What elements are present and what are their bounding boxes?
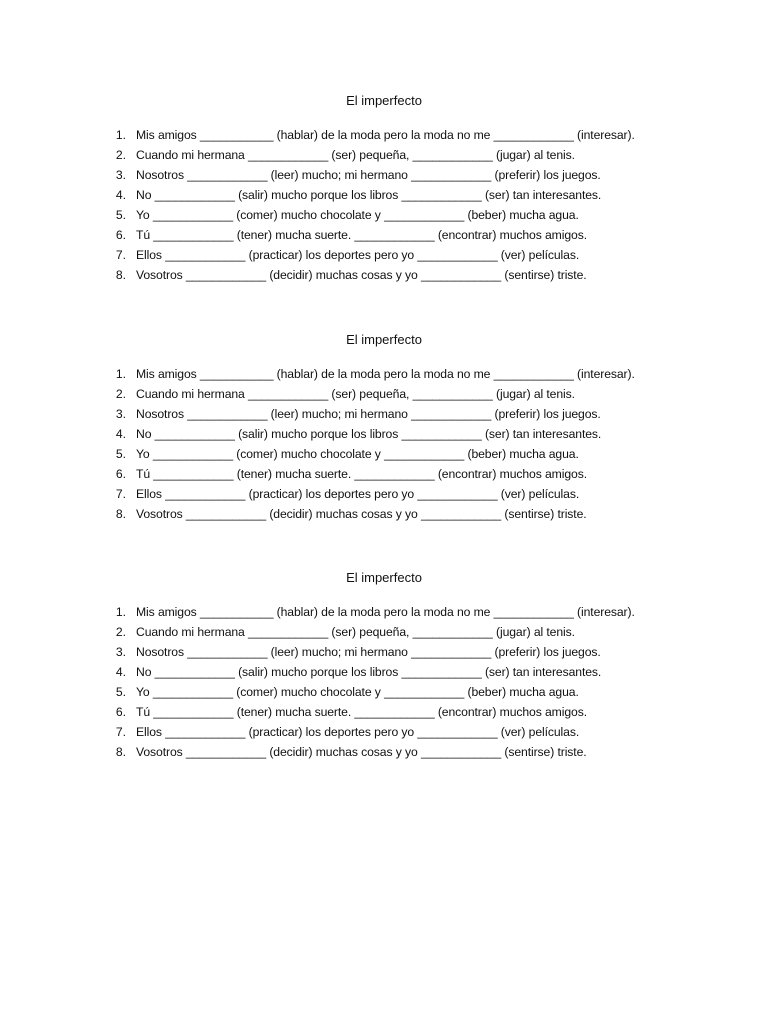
exercise-number: 2.	[115, 625, 126, 639]
exercise-number: 1.	[115, 367, 126, 381]
exercise-number: 3.	[115, 168, 126, 182]
exercise-number: 8.	[115, 745, 126, 759]
exercise-text: Cuando mi hermana ____________ (ser) pequeña, ____________ (jugar) al tenis.	[136, 387, 575, 401]
exercise-number: 5.	[115, 447, 126, 461]
exercise-text: Ellos ____________ (practicar) los deportes pero yo ____________ (ver) películas.	[136, 725, 580, 739]
exercise-number: 7.	[115, 248, 126, 262]
exercise-text: Vosotros ____________ (decidir) muchas cosas y yo ____________ (sentirse) triste.	[136, 507, 587, 521]
exercise-text: No ____________ (salir) mucho porque los libros ____________ (ser) tan interesantes.	[136, 427, 602, 441]
exercise-text: Mis amigos ___________ (hablar) de la moda pero la moda no me ____________ (interesar).	[136, 605, 635, 619]
exercise-text: Vosotros ____________ (decidir) muchas cosas y yo ____________ (sentirse) triste.	[136, 745, 587, 759]
exercise-number: 5.	[115, 208, 126, 222]
exercise-text: Ellos ____________ (practicar) los deportes pero yo ____________ (ver) películas.	[136, 487, 580, 501]
exercise-text: Tú ____________ (tener) mucha suerte. ____________ (encontrar) muchos amigos.	[136, 467, 587, 481]
exercise-number: 2.	[115, 148, 126, 162]
exercise-text: No ____________ (salir) mucho porque los libros ____________ (ser) tan interesantes.	[136, 188, 602, 202]
exercise-number: 3.	[115, 645, 126, 659]
exercise-number: 4.	[115, 665, 126, 679]
exercise-number: 5.	[115, 685, 126, 699]
exercise-number: 3.	[115, 407, 126, 421]
exercise-text: Yo ____________ (comer) mucho chocolate y ____________ (beber) mucha agua.	[136, 447, 579, 461]
exercise-text: Tú ____________ (tener) mucha suerte. ____________ (encontrar) muchos amigos.	[136, 705, 587, 719]
exercise-text: Tú ____________ (tener) mucha suerte. ____________ (encontrar) muchos amigos.	[136, 228, 587, 242]
exercise-text: Ellos ____________ (practicar) los deportes pero yo ____________ (ver) películas.	[136, 248, 580, 262]
exercise-text: Yo ____________ (comer) mucho chocolate y ____________ (beber) mucha agua.	[136, 685, 579, 699]
exercise-text: Cuando mi hermana ____________ (ser) pequeña, ____________ (jugar) al tenis.	[136, 148, 575, 162]
exercise-text: Cuando mi hermana ____________ (ser) pequeña, ____________ (jugar) al tenis.	[136, 625, 575, 639]
exercise-text: Nosotros ____________ (leer) mucho; mi hermano ____________ (preferir) los juegos.	[136, 407, 601, 421]
exercise-number: 6.	[115, 228, 126, 242]
exercise-text: Nosotros ____________ (leer) mucho; mi hermano ____________ (preferir) los juegos.	[136, 645, 601, 659]
exercise-number: 7.	[115, 725, 126, 739]
exercise-number: 7.	[115, 487, 126, 501]
worksheet-title: El imperfecto	[346, 332, 422, 347]
exercise-text: No ____________ (salir) mucho porque los libros ____________ (ser) tan interesantes.	[136, 665, 602, 679]
exercise-text: Mis amigos ___________ (hablar) de la moda pero la moda no me ____________ (interesar).	[136, 367, 635, 381]
exercise-number: 4.	[115, 427, 126, 441]
exercise-text: Nosotros ____________ (leer) mucho; mi hermano ____________ (preferir) los juegos.	[136, 168, 601, 182]
exercise-text: Yo ____________ (comer) mucho chocolate y ____________ (beber) mucha agua.	[136, 208, 579, 222]
exercise-number: 4.	[115, 188, 126, 202]
exercise-text: Vosotros ____________ (decidir) muchas cosas y yo ____________ (sentirse) triste.	[136, 268, 587, 282]
exercise-number: 1.	[115, 128, 126, 142]
exercise-number: 8.	[115, 268, 126, 282]
exercise-number: 6.	[115, 705, 126, 719]
worksheet-title: El imperfecto	[346, 570, 422, 585]
exercise-text: Mis amigos ___________ (hablar) de la moda pero la moda no me ____________ (interesar).	[136, 128, 635, 142]
exercise-number: 6.	[115, 467, 126, 481]
exercise-number: 2.	[115, 387, 126, 401]
exercise-number: 1.	[115, 605, 126, 619]
worksheet-title: El imperfecto	[346, 93, 422, 108]
exercise-number: 8.	[115, 507, 126, 521]
